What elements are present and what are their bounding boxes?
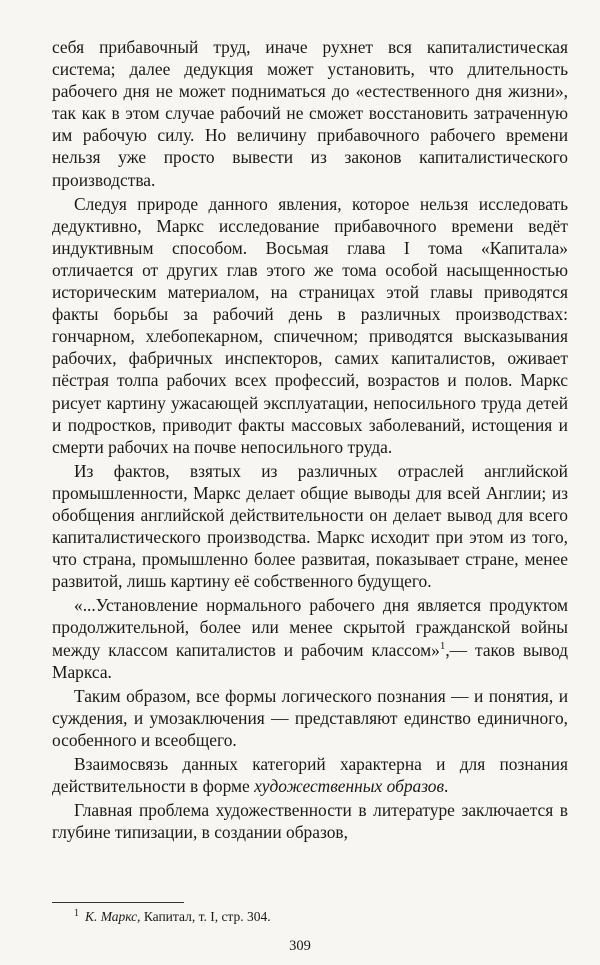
paragraph [52, 799, 568, 843]
italic-text: художественных образов [254, 776, 445, 797]
paragraph [52, 36, 568, 191]
page-number: 309 [289, 938, 311, 954]
text-segment: себя прибавочный труд, иначе рухнет вся капиталистическая система; далее дедукция может установить, что длительность рабочего дня не может подниматься до «естественного дня жизни», так как в этом случае рабочий не сможет восстановить затраченную им рабочую силу. Но величину прибавочного рабочего времени нельзя уже просто вывести из законов капиталистического производства. [52, 37, 568, 190]
text-segment: «...Установление нормального рабочего дня является продуктом продолжительной, более или менее скрытой гражданской войны между классом капиталистов и рабочим классом» [52, 595, 568, 660]
text-segment: Таким образом, все формы логического познания — и понятия, и суждения, и умозаключения — представляют единство единичного, особенного и всеобщего. [52, 685, 568, 750]
paragraph [52, 594, 568, 682]
footnote-author: К. Маркс, [85, 909, 141, 924]
paragraph [52, 685, 568, 751]
footnote-reference: 1 [439, 639, 446, 652]
text-segment: Следуя природе данного явления, которое нельзя исследовать дедуктивно, Маркс исследование прибавочного времени ведёт индуктивным способом. Восьмая глава I тома «Капитала» отличается от других глав этого же тома особой насыщенностью историческим материалом, на страницах этой главы приводятся факты борьбы за рабочий день в различных производствах: гончарном, хлебопекарном, спичечном; приводятся высказывания рабочих, фабричных инспекторов, самих капиталистов, оживает пёстрая толпа рабочих всех профессий, возрастов и полов. Маркс рисует картину ужасающей эксплуатации, непосильного труда детей и подростков, приводит факты массовых заболеваний, истощения и смерти рабочих на почве непосильного труда. [52, 193, 568, 457]
paragraph [52, 460, 568, 593]
main-text [52, 36, 568, 843]
footnote-divider [52, 902, 184, 903]
footnote-text: Капитал, т. I, стр. 304. [140, 909, 271, 924]
paragraph [52, 753, 568, 797]
paragraph [52, 193, 568, 458]
text-segment: . [444, 776, 449, 797]
text-segment: Из фактов, взятых из различных отраслей английской промышленности, Маркс делает общие выводы для всей Англии; из обобщения английской действительности он делает вывод для всего капиталистического производства. Маркс исходит при этом из того, что страна, промышленно более развитая, показывает стране, менее развитой, лишь картину её собственного будущего. [52, 460, 568, 592]
text-segment: Взаимосвязь данных категорий характерна и для познания действительности в форме [52, 754, 568, 797]
text-segment: ,— таков вывод Маркса. [52, 639, 568, 682]
text-segment: Главная проблема художественности в литературе заключается в глубине типизации, в создании образов, [52, 800, 568, 843]
footnote-number: 1 [74, 907, 79, 919]
footnote [74, 908, 554, 926]
